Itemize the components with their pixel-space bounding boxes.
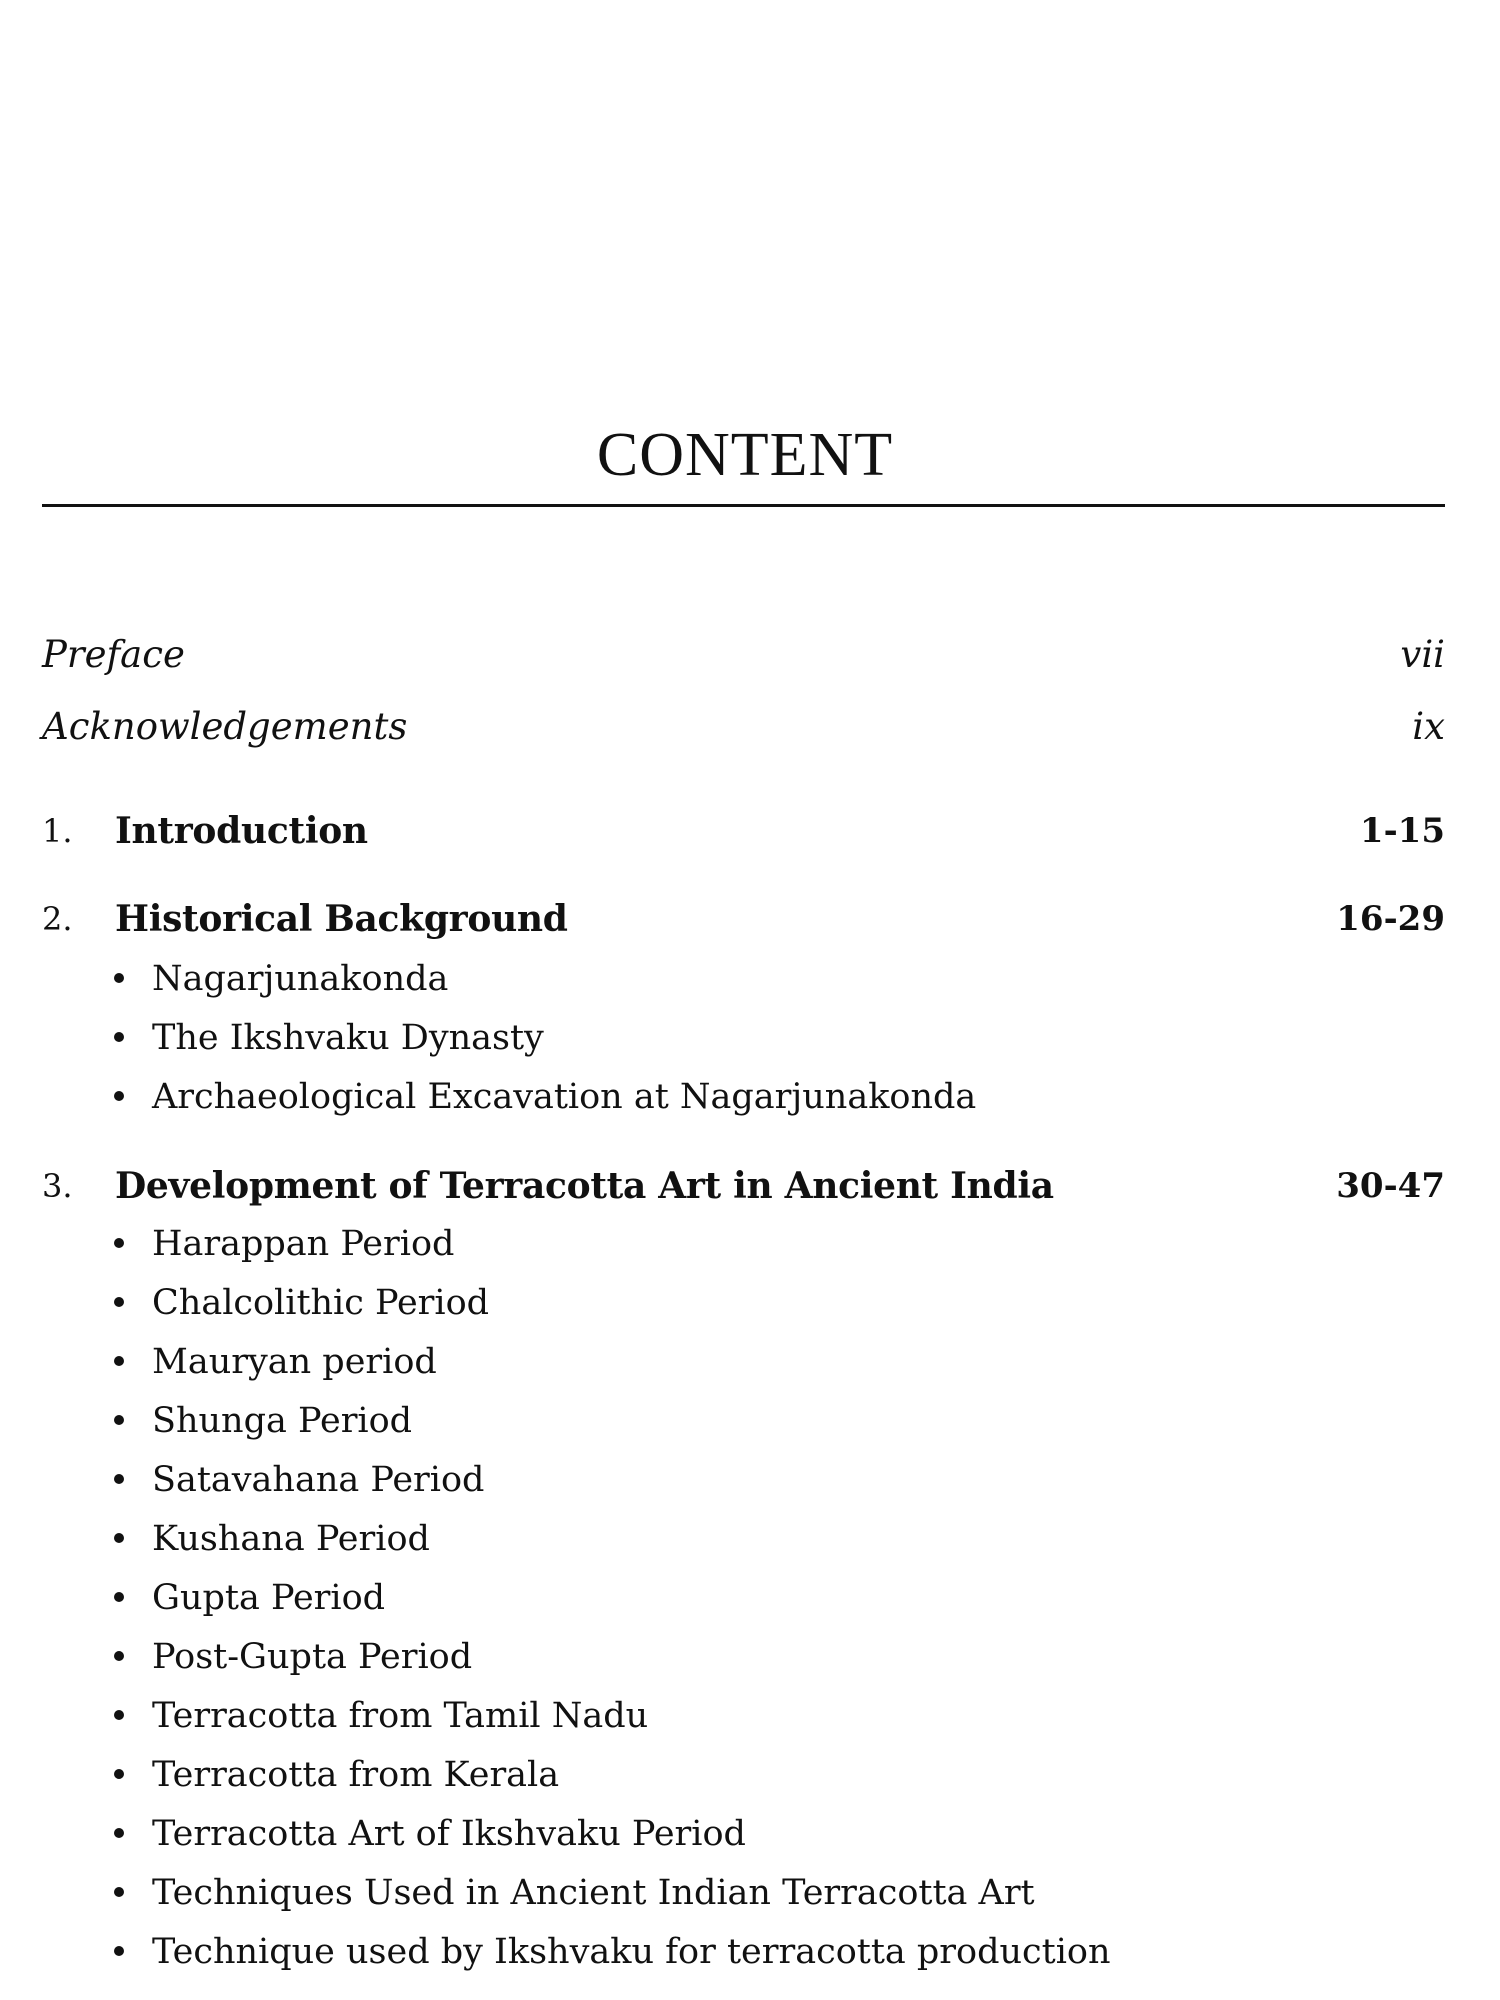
table-of-contents (42, 0, 1445, 2000)
chapter-number: 2. (42, 900, 73, 938)
toc-section[interactable] (114, 950, 448, 1008)
bullet-icon (114, 1238, 124, 1248)
toc-entry-label: Acknowledgements (42, 705, 408, 748)
toc-entry-page: ix (1412, 705, 1445, 748)
toc-section[interactable] (114, 1510, 430, 1568)
toc-section[interactable] (114, 1274, 489, 1332)
bullet-icon (114, 1415, 124, 1425)
toc-entry-label: Preface (42, 633, 185, 676)
toc-chapter-1[interactable] (42, 801, 1445, 861)
section-title: Chalcolithic Period (152, 1283, 490, 1323)
toc-section[interactable] (114, 1068, 976, 1126)
toc-section[interactable] (114, 1009, 544, 1067)
toc-chapter-3[interactable] (42, 1156, 1445, 1216)
chapter-number: 1. (42, 812, 73, 850)
bullet-icon (114, 1533, 124, 1543)
chapter-title: Historical Background (115, 898, 568, 940)
bullet-icon (114, 1946, 124, 1956)
chapter-pages: 16-29 (1336, 899, 1445, 939)
section-title: Terracotta Art of Ikshvaku Period (152, 1814, 746, 1854)
page-title: CONTENT (596, 421, 894, 489)
bullet-icon (114, 1091, 124, 1101)
chapter-pages: 1-15 (1359, 811, 1445, 851)
bullet-icon (114, 1474, 124, 1484)
chapter-title: Development of Terracotta Art in Ancient India (115, 1165, 1054, 1207)
toc-entry-preface[interactable] (42, 625, 1445, 685)
toc-section[interactable] (114, 1215, 454, 1273)
bullet-icon (114, 1297, 124, 1307)
toc-section[interactable] (114, 1805, 746, 1863)
section-title: Archaeological Excavation at Nagarjunakonda (152, 1077, 977, 1117)
bullet-icon (114, 1356, 124, 1366)
toc-section[interactable] (114, 1687, 648, 1745)
bullet-icon (114, 1592, 124, 1602)
section-title: Satavahana Period (152, 1460, 485, 1500)
section-title: Terracotta from Kerala (152, 1755, 560, 1795)
section-title: Kushana Period (152, 1519, 430, 1559)
section-title: Harappan Period (152, 1224, 455, 1264)
section-title: Terracotta from Tamil Nadu (152, 1696, 649, 1736)
bullet-icon (114, 1710, 124, 1720)
toc-section[interactable] (114, 1392, 412, 1450)
toc-section[interactable] (114, 1923, 1111, 1981)
section-title: The Ikshvaku Dynasty (152, 1018, 544, 1058)
chapter-number: 3. (42, 1167, 73, 1205)
toc-section[interactable] (114, 1333, 437, 1391)
toc-section[interactable] (114, 1569, 385, 1627)
bullet-icon (114, 973, 124, 983)
bullet-icon (114, 1651, 124, 1661)
toc-entry-acknowledgements[interactable] (42, 697, 1445, 757)
toc-section[interactable] (114, 1451, 484, 1509)
chapter-title: Introduction (115, 810, 368, 852)
section-title: Shunga Period (152, 1401, 413, 1441)
chapter-pages: 30-47 (1336, 1166, 1445, 1206)
bullet-icon (114, 1769, 124, 1779)
section-title: Post-Gupta Period (152, 1637, 473, 1677)
section-title: Mauryan period (152, 1342, 437, 1382)
toc-section[interactable] (114, 1864, 1035, 1922)
toc-section[interactable] (114, 1628, 472, 1686)
section-title: Technique used by Ikshvaku for terracotta production (152, 1932, 1111, 1972)
section-title: Gupta Period (152, 1578, 386, 1618)
bullet-icon (114, 1828, 124, 1838)
bullet-icon (114, 1887, 124, 1897)
toc-chapter-2[interactable] (42, 889, 1445, 949)
section-title: Techniques Used in Ancient Indian Terracotta Art (152, 1873, 1035, 1913)
toc-entry-page: vii (1400, 633, 1445, 676)
toc-section[interactable] (114, 1746, 559, 1804)
section-title: Nagarjunakonda (152, 959, 449, 999)
bullet-icon (114, 1032, 124, 1042)
